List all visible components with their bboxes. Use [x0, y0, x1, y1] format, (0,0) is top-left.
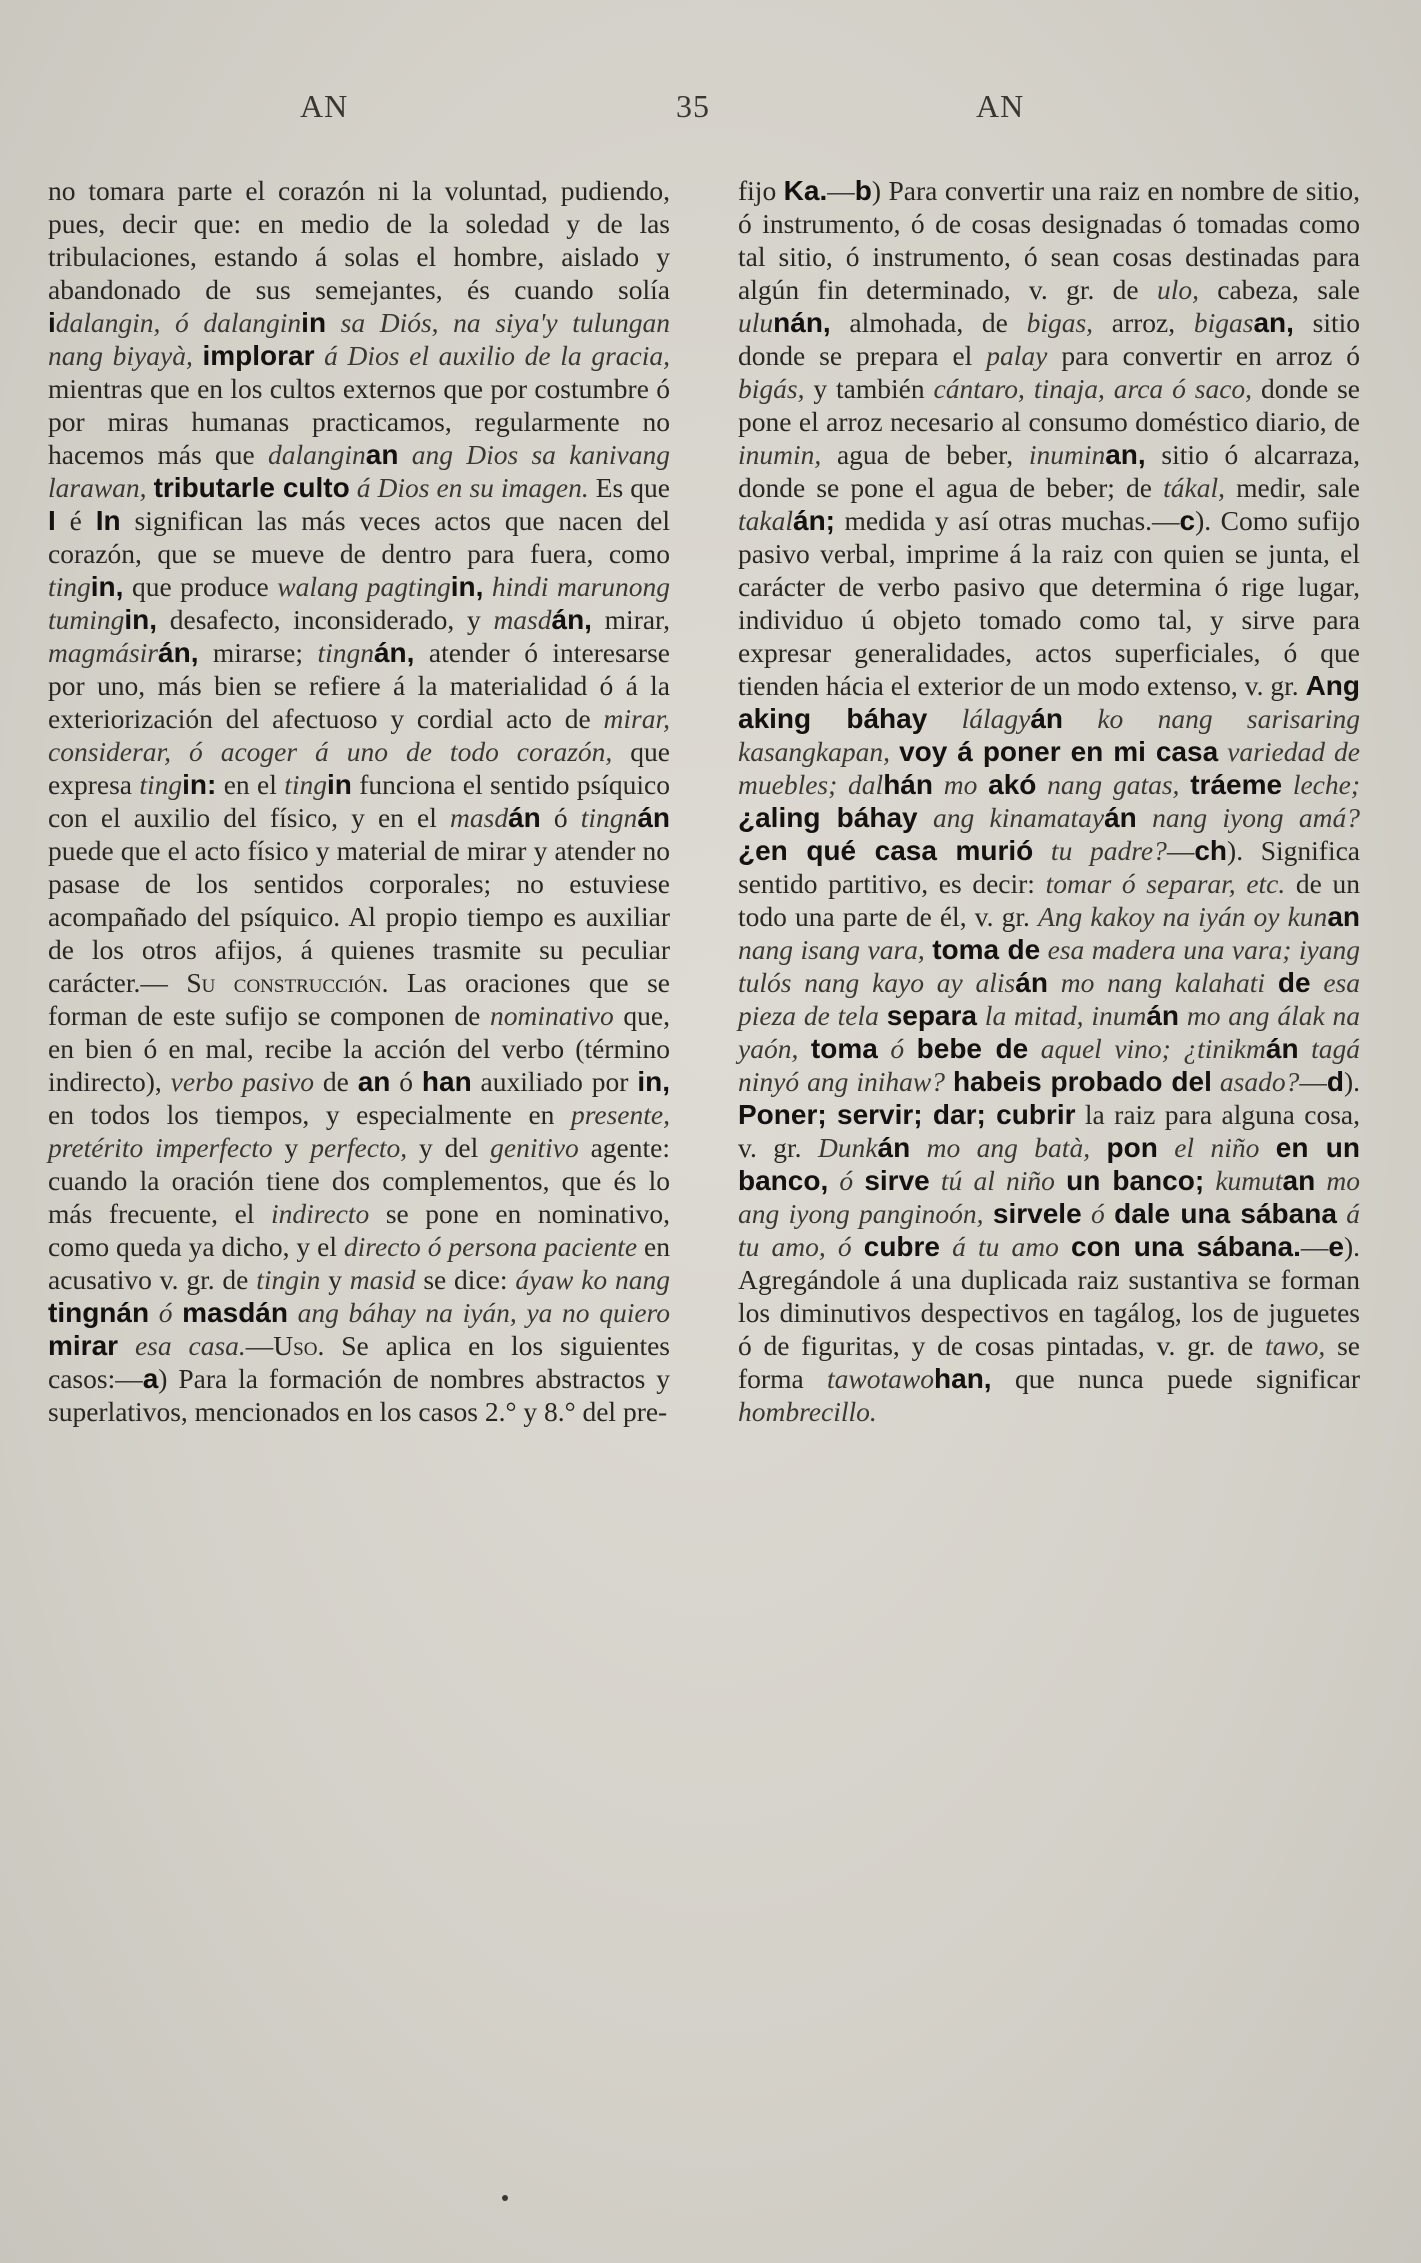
italic-tagalog: esa madera una vara; iyang tulós nang kayo ay alis [738, 934, 1361, 998]
text-run: de [313, 1066, 358, 1097]
text-run: de un todo una parte de él, v. gr. [738, 868, 1360, 932]
bold-term: án [1030, 703, 1064, 734]
text-run: que expresa [48, 736, 670, 800]
text-run: ) Para convertir una raiz en nombre de sitio, ó instrumento, ó de cosas designadas ó tomadas como tal sitio, ó instrumento, ó sean cosas destinadas para algún fin determinado, v. gr. de [738, 175, 1360, 305]
text-run: ó [390, 1066, 422, 1097]
bold-term: án [1265, 1033, 1299, 1064]
bold-term: an [365, 439, 399, 470]
bold-term: án [1104, 802, 1137, 833]
bold-term: án [1015, 967, 1048, 998]
right-column-paragraph [738, 174, 1360, 1428]
text-run: almohada, de [830, 307, 1027, 338]
italic-tagalog: genitivo [490, 1132, 579, 1163]
italic-tagalog: asado? [1211, 1066, 1300, 1097]
left-column-paragraph [48, 174, 670, 1428]
bold-term: b [854, 175, 872, 206]
italic-tagalog: inumin, [738, 439, 822, 470]
bold-term: an [1327, 901, 1360, 932]
italic-tagalog: palay [986, 340, 1048, 371]
text-run: ) Para la formación de nombres abstractos y superlativos, mencionados en los casos 2.° y 8.° del pre- [48, 1363, 670, 1427]
text-run: agente: cuando la oración tiene dos complementos, que és lo más frecuente, el [48, 1132, 670, 1229]
italic-tagalog: ko nang sarisaring kasangkapan, [738, 703, 1360, 767]
italic-tagalog: magmásir [48, 637, 159, 668]
text-run: — [1299, 1066, 1327, 1097]
text-run: medir, sale [1225, 472, 1360, 503]
text-run: se dice: [415, 1264, 516, 1295]
text-run: no tomara parte el corazón ni la voluntad, pudiendo, pues, decir que: en medio de la soledad y de las tribulaciones, estando á solas el hombre, aislado y abandonado de sus semejantes, és cuando solía [48, 175, 670, 305]
italic-tagalog: ó [828, 1165, 865, 1196]
italic-tagalog: bigás, [738, 373, 805, 404]
italic-tagalog: lálagy [927, 703, 1031, 734]
text-run: mirar, [591, 604, 670, 635]
text-run: auxiliado por [471, 1066, 638, 1097]
italic-tagalog: cántaro, tinaja, arca ó saco, [933, 373, 1253, 404]
italic-tagalog: á Dios el auxilio de la gracia, [314, 340, 670, 371]
bold-term: implorar [202, 340, 315, 371]
bold-term: sirve [864, 1165, 930, 1196]
italic-tagalog: ó [149, 1297, 183, 1328]
italic-tagalog: walang pagting [277, 571, 451, 602]
italic-tagalog: ang kinamatay [917, 802, 1105, 833]
bold-term: mirar [48, 1330, 119, 1361]
text-run: agua de beber, [821, 439, 1029, 470]
text-run: ó [540, 802, 581, 833]
bold-term: hán [883, 769, 933, 800]
bold-term: cubre [863, 1231, 940, 1262]
italic-tagalog: el niño [1157, 1132, 1276, 1163]
bold-term: Ka. [783, 175, 828, 206]
bold-term: ¿aling báhay [738, 802, 918, 833]
bold-term: a [142, 1363, 159, 1394]
left-column-text [48, 174, 670, 1428]
italic-tagalog: nang iyong amá? [1136, 802, 1360, 833]
italic-tagalog: tingin [256, 1264, 321, 1295]
bold-term: en un banco, [738, 1132, 1360, 1196]
bold-term: an, [1105, 439, 1146, 470]
text-run: Las oraciones que se forman de este sufijo se componen de [48, 967, 670, 1031]
bold-term: án [508, 802, 541, 833]
text-run: ). Significa sentido partitivo, es decir: [738, 835, 1361, 899]
text-run: — [245, 1330, 274, 1361]
italic-tagalog: masd [493, 604, 552, 635]
text-run: en todos los tiempos, y especialmente en [48, 1099, 571, 1130]
bold-term: han [421, 1066, 472, 1097]
text-run: y del [407, 1132, 491, 1163]
text-run: que produce [123, 571, 278, 602]
running-header [0, 88, 1421, 138]
bold-term: dale una sábana [1114, 1198, 1337, 1229]
italic-tagalog: masd [450, 802, 509, 833]
italic-tagalog: Dunk [817, 1132, 878, 1163]
italic-tagalog: ting [48, 571, 91, 602]
italic-tagalog: directo ó persona paciente [343, 1231, 638, 1262]
bold-term: habeis probado del [952, 1066, 1212, 1097]
right-column-text [738, 174, 1360, 1428]
text-run: arroz, [1093, 307, 1194, 338]
text-run: ). [1343, 1066, 1360, 1097]
italic-tagalog: indirecto [271, 1198, 370, 1229]
italic-tagalog: mo nang kalahati [1047, 967, 1278, 998]
bold-term: toma de [932, 934, 1041, 965]
bold-term: án, [158, 637, 199, 668]
text-run: — [1300, 1231, 1329, 1262]
italic-tagalog: ó [1081, 1198, 1115, 1229]
italic-tagalog: masid [349, 1264, 416, 1295]
bold-term: in, [90, 571, 124, 602]
italic-tagalog: mirar, considerar, ó acoger á uno de todo corazón, [48, 703, 670, 767]
italic-tagalog: ang Dios sa kanivang larawan, [48, 439, 670, 503]
text-run: Se aplica en los siguientes casos:— [48, 1330, 670, 1394]
text-run: que, en bien ó en mal, recibe la acción del verbo (término indirecto), [48, 1000, 670, 1097]
italic-tagalog: variedad de muebles; dal [738, 736, 1360, 800]
text-run: puede que el acto físico y material de mirar y atender no pasase de los sentidos corporales; no estuviese acompañado del psíquico. Al propio tiempo es auxiliar de los otros afijos, á quienes trasmite su peculiar carácter.— [48, 835, 670, 998]
italic-tagalog: mo [932, 769, 989, 800]
bold-term: masdán [182, 1297, 288, 1328]
italic-tagalog: ang báhay na iyán, ya no quiero [287, 1297, 670, 1328]
bold-term: e [1328, 1231, 1344, 1262]
text-run: en el [216, 769, 285, 800]
bold-term: Poner; servir; dar; cubrir [738, 1099, 1076, 1130]
text-run: sitio ó alcarraza, donde se pone el agua de beber; de [738, 439, 1360, 503]
italic-tagalog: tawotawo [827, 1363, 935, 1394]
italic-tagalog: tákal, [1163, 472, 1226, 503]
bold-term: án [1146, 1000, 1180, 1031]
small-caps-heading: Su construcción. [186, 967, 389, 998]
bold-term: án, [373, 637, 415, 668]
italic-tagalog: la mitad, inum [976, 1000, 1147, 1031]
bold-term: án [877, 1132, 911, 1163]
italic-tagalog: nominativo [489, 1000, 614, 1031]
italic-tagalog: leche; [1282, 769, 1361, 800]
italic-tagalog: hombrecillo. [738, 1396, 877, 1427]
bold-term: Ang aking báhay [738, 670, 1360, 734]
bold-term: i [48, 307, 56, 338]
italic-tagalog: ting [284, 769, 327, 800]
italic-tagalog: takal [738, 505, 793, 536]
bold-term: separa [886, 1000, 977, 1031]
text-run: atender ó interesarse por uno, más bien se refiere á la materialidad ó á la exteriorización del afectuoso y cordial acto de [48, 637, 670, 734]
text-run: donde se pone el arroz necesario al consumo doméstico diario, de [738, 373, 1360, 437]
bold-term: tributarle culto [153, 472, 350, 503]
bold-term: d [1326, 1066, 1344, 1097]
bold-term: ¿en qué casa murió [738, 835, 1034, 866]
italic-tagalog: aquel vino; ¿tinikm [1028, 1033, 1266, 1064]
italic-tagalog: tagá ninyó ang inihaw? [738, 1033, 1361, 1097]
bold-term: án, [551, 604, 592, 635]
bold-term: in, [124, 604, 158, 635]
bold-term: sirvele [992, 1198, 1082, 1229]
italic-tagalog: hindi marunong tuming [48, 571, 671, 635]
italic-tagalog: ulo, [1156, 274, 1199, 305]
italic-tagalog: ting [139, 769, 183, 800]
bold-term: ch [1194, 835, 1228, 866]
bold-term: án; [793, 505, 835, 536]
bold-term: in, [637, 1066, 670, 1097]
italic-tagalog: sa Diós, na siya'y tulungan nang biyayà, [48, 307, 670, 371]
bold-term: tingnán [48, 1297, 150, 1328]
italic-tagalog: dalangin [268, 439, 366, 470]
text-run: la raiz para alguna cosa, v. gr. [738, 1099, 1360, 1163]
italic-tagalog: mo ang batà, [910, 1132, 1107, 1163]
text-run: — [1166, 835, 1195, 866]
bold-term: in [301, 307, 327, 338]
bold-term: bebe de [916, 1033, 1029, 1064]
italic-tagalog: ulu [738, 307, 774, 338]
bold-term: an [357, 1066, 391, 1097]
italic-tagalog: verbo pasivo [170, 1066, 314, 1097]
bold-term: in: [182, 769, 217, 800]
text-run: para convertir en arroz ó [1047, 340, 1360, 371]
italic-tagalog: inumin [1028, 439, 1106, 470]
text-run: desafecto, inconsiderado, y [157, 604, 494, 635]
bold-term: con una sábana. [1071, 1231, 1301, 1262]
bold-term: c [1179, 505, 1196, 536]
italic-tagalog: tú al niño [929, 1165, 1067, 1196]
italic-tagalog: tingn [580, 802, 638, 833]
italic-tagalog: tawo, [1264, 1330, 1326, 1361]
page-number: 35 [676, 88, 710, 124]
bold-term: án [637, 802, 670, 833]
italic-tagalog: mo ang iyong panginoón, [738, 1165, 1360, 1229]
bold-term: voy á poner en mi casa [899, 736, 1219, 767]
text-run: y [320, 1264, 350, 1295]
header-right-keyword: AN [976, 88, 1025, 124]
italic-tagalog: esa casa. [118, 1330, 246, 1361]
text-run: — [827, 175, 855, 206]
italic-tagalog: bigas, [1026, 307, 1094, 338]
bold-term: han, [934, 1363, 992, 1394]
bold-term: toma [810, 1033, 878, 1064]
bold-term: in, [450, 571, 484, 602]
text-run: se pone en nominativo, como queda ya dicho, y el [48, 1198, 670, 1262]
text-run: en acusativo v. gr. de [48, 1231, 671, 1295]
bold-term: akó [988, 769, 1037, 800]
bold-term: de [1277, 967, 1311, 998]
italic-tagalog: presente, pretérito imperfecto [48, 1099, 670, 1163]
footer-dot-mark [502, 2195, 508, 2201]
italic-tagalog: tomar ó separar, etc. [1045, 868, 1286, 899]
italic-tagalog: áyaw ko nang [515, 1264, 670, 1295]
text-run: significan las más veces actos que nacen del corazón, que se mueve de dentro para fuera, como [48, 505, 670, 569]
text-run: y también [804, 373, 934, 404]
bold-term: in [327, 769, 352, 800]
italic-tagalog: á Dios en su imagen. [349, 472, 589, 503]
italic-tagalog: nang isang vara, [738, 934, 933, 965]
italic-tagalog: bigas [1193, 307, 1254, 338]
text-run: medida y así otras muchas.— [835, 505, 1180, 536]
small-caps-heading: Uso. [273, 1330, 325, 1361]
italic-tagalog: ó [877, 1033, 917, 1064]
header-left-keyword: AN [300, 88, 349, 124]
bold-term: I [48, 505, 56, 536]
text-run: y [272, 1132, 311, 1163]
italic-tagalog: nang gatas, [1036, 769, 1191, 800]
text-run: ). Agregándole á una duplicada raiz sustantiva se forman los diminutivos despectivos en tagálog, los de juguetes ó de figuritas, y de cosas pintadas, v. gr. de [738, 1231, 1361, 1361]
text-run: se forma [738, 1330, 1360, 1394]
text-run: Es que [588, 472, 670, 503]
text-run: mirarse; [198, 637, 318, 668]
text-run: funciona el sentido psíquico con el auxilio del físico, y en el [48, 769, 670, 833]
bold-term: nán, [773, 307, 831, 338]
bold-term: pon [1106, 1132, 1158, 1163]
text-run: sitio donde se prepara el [738, 307, 1361, 371]
italic-tagalog: kumut [1204, 1165, 1283, 1196]
bold-term: un banco; [1066, 1165, 1205, 1196]
italic-tagalog: á tu amo [940, 1231, 1071, 1262]
bold-term: an, [1253, 307, 1294, 338]
bold-term: tráeme [1190, 769, 1283, 800]
italic-tagalog: Ang kakoy na iyán oy kun [1037, 901, 1328, 932]
italic-tagalog: tu padre? [1033, 835, 1167, 866]
text-run: é [55, 505, 96, 536]
italic-tagalog: perfecto, [310, 1132, 408, 1163]
bold-term: an [1282, 1165, 1316, 1196]
italic-tagalog: tingn [317, 637, 374, 668]
text-run: cabeza, sale [1198, 274, 1360, 305]
bold-term: In [95, 505, 121, 536]
italic-tagalog: mo ang álak na yaón, [738, 1000, 1360, 1064]
italic-tagalog: á tu amo, ó [738, 1198, 1360, 1262]
italic-tagalog: ngin [252, 307, 302, 338]
text-run: que nunca puede significar [991, 1363, 1360, 1394]
italic-tagalog: dalangin, ó dala [55, 307, 253, 338]
text-run: fijo [738, 175, 784, 206]
italic-tagalog: esa pieza de tela [738, 967, 1360, 1031]
text-run: mientras que en los cultos externos que por costumbre ó por miras humanas practicamos, regularmente no hacemos más que [48, 373, 670, 470]
text-run: ). Como sufijo pasivo verbal, imprime á la raiz con quien se junta, el carácter de verbo pasivo que determina ó rige lugar, individuo ú objeto tomado como tal, y sirve para expresar generalidades, actos superficiales, ó que tienden hácia el exterior de un modo extenso, v. gr. [738, 505, 1360, 701]
